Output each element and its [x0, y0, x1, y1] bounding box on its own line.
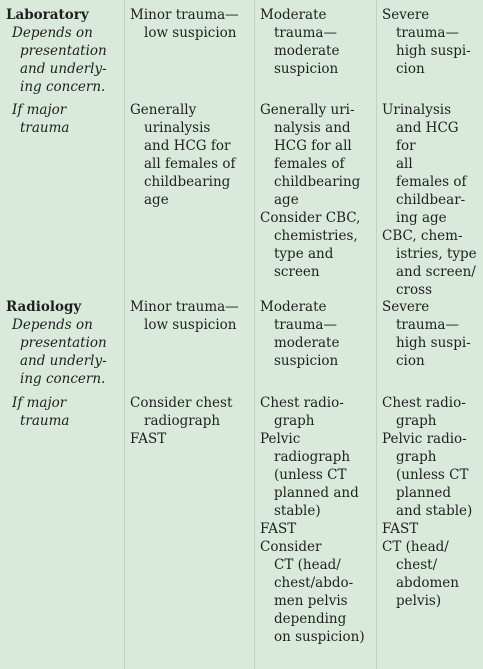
- lab-minor-items: [130, 101, 254, 209]
- rad-moderate-item: Chest radio- graph: [260, 395, 344, 429]
- rad-moderate-item: FAST: [260, 521, 297, 537]
- lab-major-trauma-label-wrap: [6, 101, 122, 137]
- rad-minor-item: Consider chest radiograph: [130, 395, 233, 429]
- column-divider: [254, 0, 255, 669]
- rad-row-header: [6, 298, 122, 388]
- rad-minor-item: FAST: [130, 431, 167, 447]
- lab-severe-items: [382, 101, 480, 299]
- lab-context-note: Depends on presentation and underly- ing concern.: [12, 25, 107, 95]
- rad-severe-item: CT (head/ chest/ abdomen pelvis): [382, 539, 459, 609]
- lab-row-header: [6, 6, 122, 96]
- rad-severe-item: Pelvic radio- graph (unless CT planned and stable): [382, 431, 473, 519]
- rad-moderate-item: Pelvic radiograph (unless CT planned and stable): [260, 431, 359, 519]
- rad-severe-suspicion-label: Severe trauma— high suspi- cion: [382, 299, 471, 369]
- lab-severe-item: Urinalysis and HCG for all females of childbear- ing age: [382, 102, 467, 226]
- rad-severe-item: Chest radio- graph: [382, 395, 466, 429]
- rad-major-trauma-label-wrap: [6, 394, 122, 430]
- lab-heading: Laboratory: [6, 7, 89, 23]
- lab-moderate-item: Generally uri- nalysis and HCG for all females of childbearing age: [260, 102, 361, 208]
- rad-minor-suspicion-label: Minor trauma— low suspicion: [130, 299, 239, 333]
- rad-moderate-suspicion: [260, 298, 378, 370]
- rad-heading: Radiology: [6, 299, 82, 315]
- rad-minor-suspicion: [130, 298, 254, 334]
- column-divider: [124, 0, 125, 669]
- rad-moderate-items: [260, 394, 378, 646]
- lab-severe-suspicion: [382, 6, 480, 78]
- rad-severe-suspicion: [382, 298, 480, 370]
- rad-minor-items: [130, 394, 254, 448]
- rad-context-note: Depends on presentation and underly- ing concern.: [12, 317, 107, 387]
- lab-severe-suspicion-label: Severe trauma— high suspi- cion: [382, 7, 471, 77]
- lab-severe-item: CBC, chem- istries, type and screen/ cross: [382, 228, 477, 298]
- lab-moderate-item: Consider CBC, chemistries, type and screen: [260, 210, 361, 280]
- rad-severe-items: [382, 394, 480, 610]
- rad-severe-item: FAST: [382, 521, 419, 537]
- lab-moderate-items: [260, 101, 378, 281]
- lab-minor-item: Generally urinalysis and HCG for all females of childbearing age: [130, 102, 236, 208]
- rad-major-trauma-label: If major trauma: [12, 395, 70, 429]
- lab-major-trauma-label: If major trauma: [12, 102, 70, 136]
- rad-moderate-item: Consider CT (head/ chest/abdo- men pelvis depending on suspicion): [260, 539, 365, 645]
- lab-minor-suspicion-label: Minor trauma— low suspicion: [130, 7, 239, 41]
- rad-moderate-suspicion-label: Moderate trauma— moderate suspicion: [260, 299, 340, 369]
- lab-moderate-suspicion-label: Moderate trauma— moderate suspicion: [260, 7, 340, 77]
- lab-minor-suspicion: [130, 6, 254, 42]
- lab-moderate-suspicion: [260, 6, 378, 78]
